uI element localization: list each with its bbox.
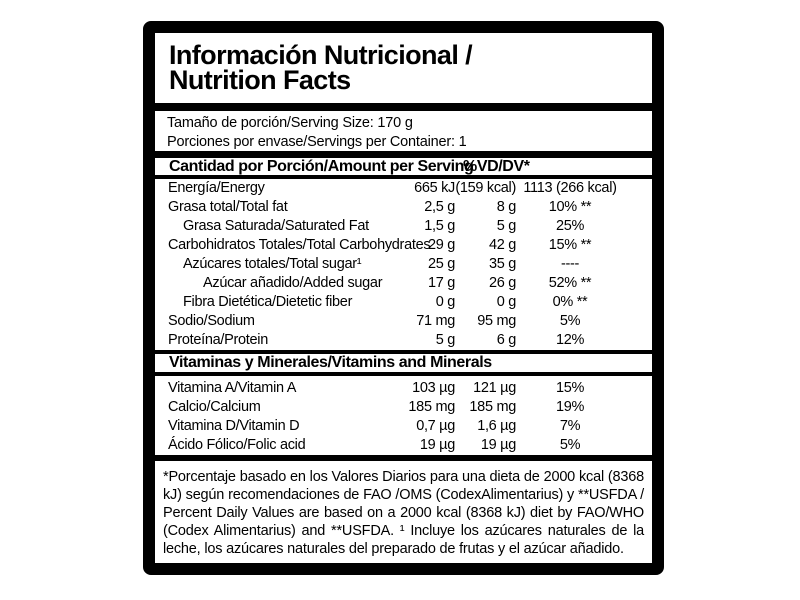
nutrient-amount-alt: (159 kcal) xyxy=(455,180,516,196)
vitamin-amount-metric: 185 mg xyxy=(408,399,455,415)
label-title-line2: Nutrition Facts xyxy=(169,65,351,95)
nutrient-name: Azúcares totales/Total sugar¹ xyxy=(183,256,362,272)
nutrient-row-saturated-fat xyxy=(155,217,652,236)
nutrient-row-total-fat xyxy=(155,198,652,217)
nutrient-amount-alt: 5 g xyxy=(496,218,516,234)
vitamin-daily-value: 7% xyxy=(559,418,581,434)
vitamin-name: Vitamina D/Vitamin D xyxy=(168,418,300,434)
vitamin-daily-value: 5% xyxy=(559,437,581,453)
nutrient-amount-alt: 95 mg xyxy=(477,313,516,329)
nutrient-amount-metric: 2,5 g xyxy=(424,199,455,215)
nutrient-name: Grasa Saturada/Saturated Fat xyxy=(183,218,369,234)
vitamins-minerals-header: Vitaminas y Minerales/Vitamins and Minerals xyxy=(169,354,492,371)
vitamin-amount-alt: 185 mg xyxy=(469,399,516,415)
nutrient-amount-metric: 25 g xyxy=(427,256,455,272)
nutrient-amount-alt: 0 g xyxy=(496,294,516,310)
nutrient-name: Azúcar añadido/Added sugar xyxy=(203,275,383,291)
vitamin-row-vitamin-a xyxy=(155,379,652,398)
vitamin-daily-value: 15% xyxy=(555,380,585,396)
serving-size-text: Tamaño de porción/Serving Size: 170 g xyxy=(167,115,413,131)
nutrient-name: Carbohidratos Totales/Total Carbohydrates xyxy=(168,237,431,253)
nutrient-name: Grasa total/Total fat xyxy=(168,199,288,215)
vitamin-name: Calcio/Calcium xyxy=(168,399,261,415)
nutrient-daily-value: 5% xyxy=(559,313,581,329)
nutrient-name: Energía/Energy xyxy=(168,180,265,196)
footnote-text: *Porcentaje basado en los Valores Diarios para una dieta de 2000 kcal (8368 kJ) según recomendaciones de FAO /OMS (CodexAlimentarius) y **USFDA / Percent Daily Values are based on a 2000 kcal (8368 kJ) diet by FAO/WHO (Codex Alimentarius) and **USFDA. ¹ Incluye los azúcares naturales de la leche, los azúcares naturales del preparado de frutas y el azúcar añadido. xyxy=(163,469,644,557)
nutrient-amount-alt: 8 g xyxy=(496,199,516,215)
nutrient-daily-value: ---- xyxy=(560,256,580,272)
nutrient-name: Fibra Dietética/Dietetic fiber xyxy=(183,294,353,310)
nutrient-row-added-sugar xyxy=(155,274,652,293)
nutrient-amount-metric: 5 g xyxy=(435,332,455,348)
nutrient-daily-value: 52% ** xyxy=(548,275,592,291)
nutrient-row-sodium xyxy=(155,312,652,331)
nutrient-amount-metric: 29 g xyxy=(427,237,455,253)
vitamin-name: Vitamina A/Vitamin A xyxy=(168,380,297,396)
nutrient-name: Proteína/Protein xyxy=(168,332,268,348)
nutrient-name: Sodio/Sodium xyxy=(168,313,255,329)
nutrient-daily-value: 15% ** xyxy=(548,237,592,253)
nutrient-daily-value: 0% ** xyxy=(552,294,588,310)
vitamin-name: Ácido Fólico/Folic acid xyxy=(168,437,306,453)
nutrient-amount-alt: 6 g xyxy=(496,332,516,348)
divider-under-title xyxy=(155,103,652,111)
vitamin-amount-alt: 19 µg xyxy=(480,437,516,453)
nutrient-amount-metric: 17 g xyxy=(427,275,455,291)
nutrient-row-total-sugar xyxy=(155,255,652,274)
nutrition-label xyxy=(143,21,664,575)
nutrient-table xyxy=(155,179,652,350)
nutrient-row-protein xyxy=(155,331,652,350)
vitamin-row-folic-acid xyxy=(155,436,652,455)
amount-per-serving-header: Cantidad por Porción/Amount per Serving xyxy=(169,158,474,175)
servings-per-container-text: Porciones por envase/Servings per Container: 1 xyxy=(167,134,467,150)
serving-info-block xyxy=(155,111,652,151)
vitamin-amount-metric: 0,7 µg xyxy=(416,418,455,434)
label-title-line1: Información Nutricional / xyxy=(169,40,473,70)
vitamin-amount-alt: 121 µg xyxy=(473,380,516,396)
vitamin-amount-alt: 1,6 µg xyxy=(477,418,516,434)
label-title-block xyxy=(155,33,652,103)
vitamin-daily-value: 19% xyxy=(555,399,585,415)
nutrient-row-total-carbohydrates xyxy=(155,236,652,255)
nutrient-amount-metric: 0 g xyxy=(435,294,455,310)
nutrient-daily-value: 10% ** xyxy=(548,199,592,215)
nutrient-amount-alt: 26 g xyxy=(488,275,516,291)
vitamin-row-calcium xyxy=(155,398,652,417)
nutrient-daily-value: 1113 (266 kcal) xyxy=(523,180,617,196)
nutrient-amount-metric: 71 mg xyxy=(416,313,455,329)
nutrient-daily-value: 12% xyxy=(555,332,585,348)
vitamin-row-vitamin-d xyxy=(155,417,652,436)
nutrient-amount-metric: 1,5 g xyxy=(424,218,455,234)
nutrient-amount-alt: 42 g xyxy=(488,237,516,253)
nutrient-amount-alt: 35 g xyxy=(488,256,516,272)
divider-above-column-header xyxy=(155,151,652,158)
vitamin-amount-metric: 19 µg xyxy=(419,437,455,453)
nutrition-label-content xyxy=(155,33,652,563)
daily-value-header: %VD/DV* xyxy=(463,158,530,175)
vitamins-table xyxy=(155,376,652,455)
nutrient-row-dietetic-fiber xyxy=(155,293,652,312)
vitamin-amount-metric: 103 µg xyxy=(412,380,455,396)
nutrient-daily-value: 25% xyxy=(555,218,585,234)
nutrient-row-energy xyxy=(155,179,652,198)
nutrient-amount-metric: 665 kJ xyxy=(414,180,455,196)
column-header-row xyxy=(155,158,652,175)
